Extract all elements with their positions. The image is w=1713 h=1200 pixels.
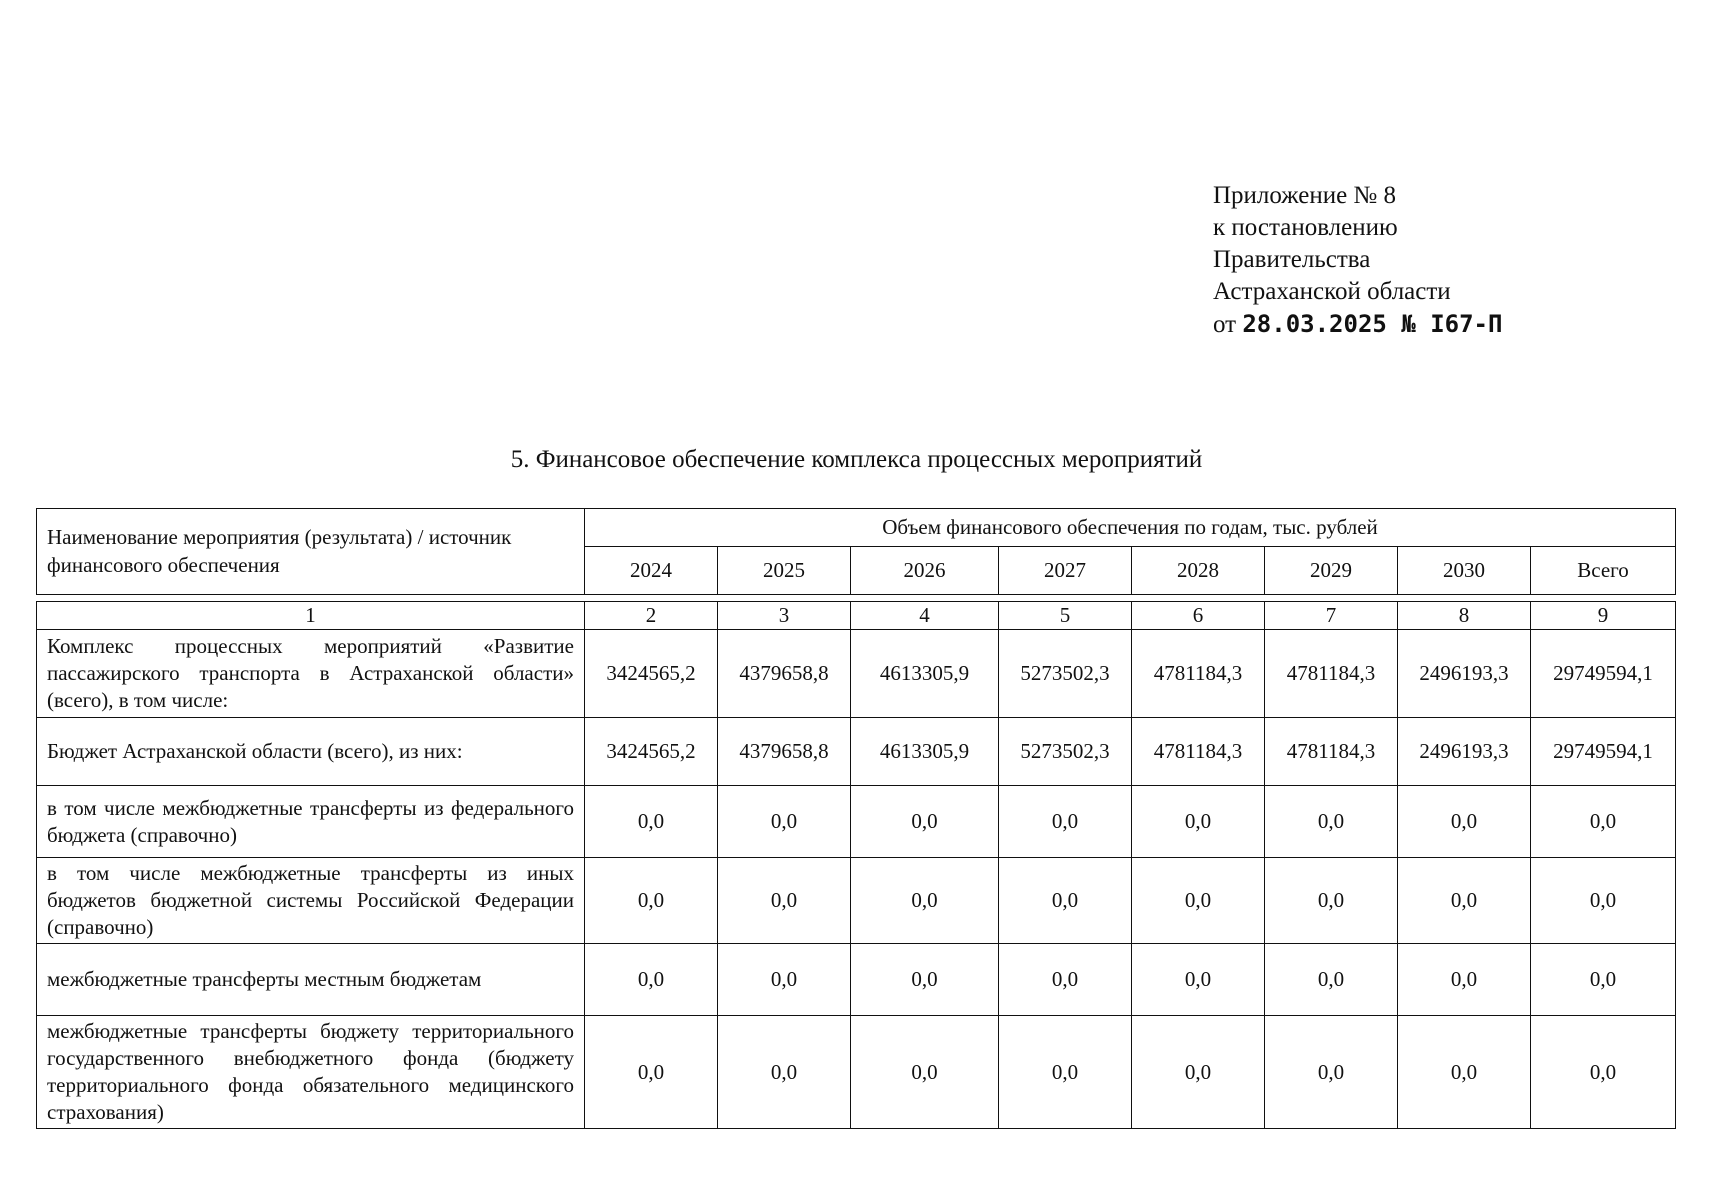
value-cell: 4379658,8	[718, 630, 851, 718]
value-cell: 4781184,3	[1132, 630, 1265, 718]
total-cell: 29749594,1	[1531, 718, 1676, 786]
year-header: 2030	[1398, 547, 1531, 595]
value-cell: 0,0	[999, 858, 1132, 944]
value-cell: 0,0	[1132, 1016, 1265, 1129]
row-name: межбюджетные трансферты бюджету территориального государственного внебюджетного фонда (бюджету территориального фонда обязательного медицинского страхования)	[37, 1016, 585, 1129]
value-cell: 0,0	[1132, 858, 1265, 944]
column-number: 8	[1398, 602, 1531, 630]
year-header: 2025	[718, 547, 851, 595]
value-cell: 0,0	[1398, 786, 1531, 858]
value-cell: 4379658,8	[718, 718, 851, 786]
value-cell: 2496193,3	[1398, 630, 1531, 718]
header-separator	[37, 595, 1676, 602]
value-cell: 0,0	[718, 944, 851, 1016]
total-cell: 0,0	[1531, 858, 1676, 944]
column-number: 2	[585, 602, 718, 630]
value-cell: 0,0	[999, 786, 1132, 858]
total-cell: 0,0	[1531, 786, 1676, 858]
table-row	[37, 718, 1676, 786]
appendix-line: к постановлению	[1213, 214, 1398, 241]
name-column-header: Наименование мероприятия (результата) / источник финансового обеспечения	[37, 509, 585, 595]
value-cell: 0,0	[1398, 944, 1531, 1016]
value-cell: 0,0	[1398, 858, 1531, 944]
appendix-line: Правительства	[1213, 246, 1371, 273]
value-cell: 0,0	[718, 786, 851, 858]
value-cell: 2496193,3	[1398, 718, 1531, 786]
appendix-title: Приложение № 8	[1213, 182, 1397, 209]
row-name: в том числе межбюджетные трансферты из иных бюджетов бюджетной системы Российской Федерации (справочно)	[37, 858, 585, 944]
total-cell: 29749594,1	[1531, 630, 1676, 718]
column-number: 3	[718, 602, 851, 630]
table-row	[37, 858, 1676, 944]
total-header: Всего	[1531, 547, 1676, 595]
row-name: межбюджетные трансферты местным бюджетам	[37, 944, 585, 1016]
volume-header: Объем финансового обеспечения по годам, тыс. рублей	[585, 509, 1676, 547]
decree-number: 28.03.2025 № I67-П	[1242, 310, 1503, 338]
column-number: 4	[851, 602, 999, 630]
value-cell: 0,0	[718, 858, 851, 944]
date-prefix: от	[1213, 311, 1237, 338]
value-cell: 0,0	[1265, 786, 1398, 858]
value-cell: 0,0	[585, 786, 718, 858]
value-cell: 0,0	[999, 944, 1132, 1016]
value-cell: 0,0	[1265, 858, 1398, 944]
column-number: 7	[1265, 602, 1398, 630]
value-cell: 0,0	[585, 944, 718, 1016]
column-number: 5	[999, 602, 1132, 630]
value-cell: 4781184,3	[1132, 718, 1265, 786]
section-title: 5. Финансовое обеспечение комплекса процессных мероприятий	[510, 446, 1203, 473]
decree-date-line	[1213, 308, 1502, 341]
column-number-row	[37, 602, 1676, 630]
column-number: 9	[1531, 602, 1676, 630]
value-cell: 0,0	[851, 1016, 999, 1129]
financing-table	[36, 508, 1676, 1129]
value-cell: 4781184,3	[1265, 630, 1398, 718]
appendix-line: Астраханской области	[1213, 278, 1451, 305]
value-cell: 0,0	[999, 1016, 1132, 1129]
value-cell: 0,0	[1132, 944, 1265, 1016]
table-row	[37, 944, 1676, 1016]
value-cell: 0,0	[1132, 786, 1265, 858]
value-cell: 5273502,3	[999, 718, 1132, 786]
value-cell: 5273502,3	[999, 630, 1132, 718]
value-cell: 0,0	[1398, 1016, 1531, 1129]
row-name: Бюджет Астраханской области (всего), из них:	[37, 718, 585, 786]
value-cell: 0,0	[1265, 944, 1398, 1016]
column-number: 1	[37, 602, 585, 630]
table-row	[37, 786, 1676, 858]
value-cell: 0,0	[585, 1016, 718, 1129]
value-cell: 4781184,3	[1265, 718, 1398, 786]
value-cell: 0,0	[585, 858, 718, 944]
value-cell: 3424565,2	[585, 718, 718, 786]
value-cell: 0,0	[851, 858, 999, 944]
value-cell: 3424565,2	[585, 630, 718, 718]
value-cell: 0,0	[851, 786, 999, 858]
table-row	[37, 1016, 1676, 1129]
year-header: 2024	[585, 547, 718, 595]
row-name: в том числе межбюджетные трансферты из федерального бюджета (справочно)	[37, 786, 585, 858]
year-header: 2026	[851, 547, 999, 595]
value-cell: 0,0	[718, 1016, 851, 1129]
table-row	[37, 630, 1676, 718]
total-cell: 0,0	[1531, 1016, 1676, 1129]
total-cell: 0,0	[1531, 944, 1676, 1016]
value-cell: 4613305,9	[851, 718, 999, 786]
year-header: 2029	[1265, 547, 1398, 595]
year-header: 2027	[999, 547, 1132, 595]
year-header: 2028	[1132, 547, 1265, 595]
column-number: 6	[1132, 602, 1265, 630]
value-cell: 0,0	[1265, 1016, 1398, 1129]
value-cell: 4613305,9	[851, 630, 999, 718]
row-name: Комплекс процессных мероприятий «Развитие пассажирского транспорта в Астраханской области» (всего), в том числе:	[37, 630, 585, 718]
appendix-block	[1213, 180, 1502, 341]
value-cell: 0,0	[851, 944, 999, 1016]
